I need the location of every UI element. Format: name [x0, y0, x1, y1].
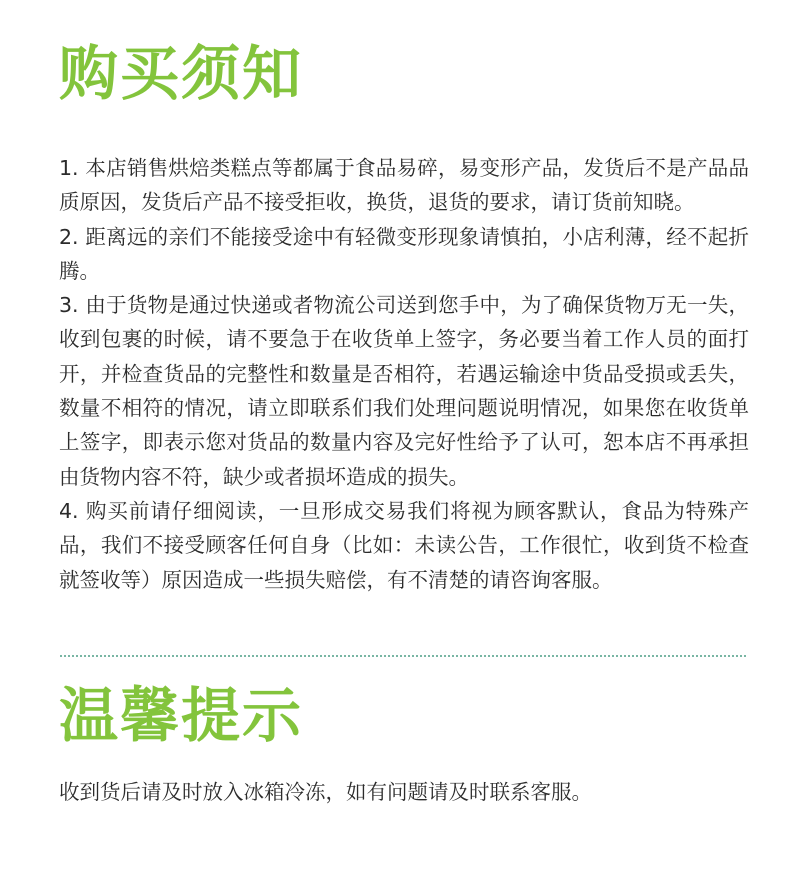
- section-divider: [60, 655, 746, 657]
- notice-item-4: 4. 购买前请仔细阅读，一旦形成交易我们将视为顾客默认，食品为特殊产品，我们不接受顾客任何自身（比如：未读公告，工作很忙，收到货不检查就签收等）原因造成一些损失赔偿，有不清楚的请咨询客服。: [59, 498, 749, 592]
- notice-item-2: 2. 距离远的亲们不能接受途中有轻微变形现象请慎拍，小店利薄，经不起折腾。: [59, 224, 749, 283]
- warm-tips-text: 收到货后请及时放入冰箱冷冻，如有问题请及时联系客服。: [59, 780, 592, 804]
- notice-item-3: 3. 由于货物是通过快递或者物流公司送到您手中，为了确保货物万无一失，收到包裹的时候，请不要急于在收货单上签字，务必要当着工作人员的面打开，并检查货品的完整性和数量是否相符，若遇运输途中货品受损或丢失，数量不相符的情况，请立即联系们我们处理问题说明情况，如果您在收货单上签字，即表示您对货品的数量内容及完好性给予了认可，恕本店不再承担由货物内容不符，缺少或者损坏造成的损失。: [59, 293, 749, 489]
- purchase-notice-list: [59, 151, 749, 597]
- notice-item-1: 1. 本店销售烘焙类糕点等都属于食品易碎，易变形产品，发货后不是产品品质原因，发货后产品不接受拒收，换货，退货的要求，请订货前知晓。: [59, 156, 749, 215]
- warm-tips-title: 温馨提示: [59, 681, 304, 750]
- purchase-notice-title: 购买须知: [59, 39, 304, 108]
